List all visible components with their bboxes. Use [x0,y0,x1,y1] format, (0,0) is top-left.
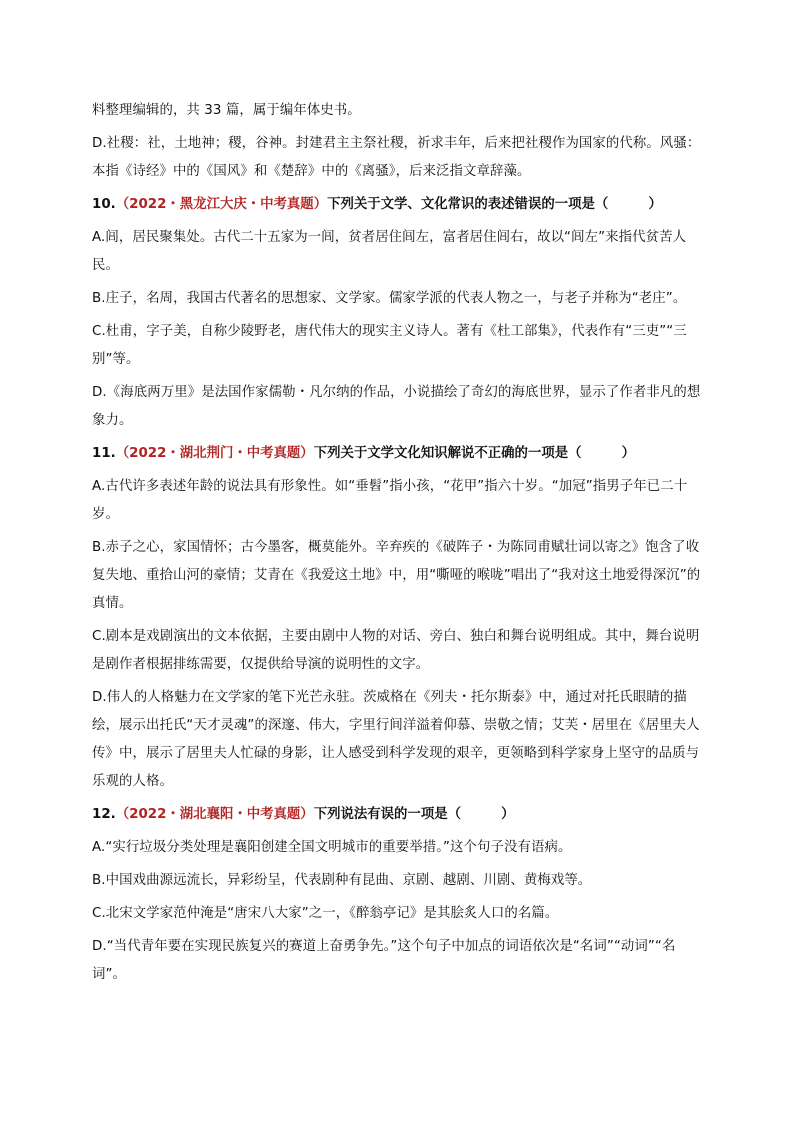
question-stem: 下列关于文学文化知识解说不正确的一项是（ ） [313,446,636,461]
option-d: D.伟人的人格魅力在文学家的笔下光芒永驻。茨威格在《列夫・托尔斯泰》中，通过对托氏眼睛的描绘，展示出托氏“天才灵魂”的深邃、伟大，字里行间洋溢着仰慕、崇敬之情；艾芙・居里在《居里夫人传》中，展示了居里夫人忙碌的身影，让人感受到科学发现的艰辛，更领略到科学家身上坚守的品质与乐观的人格。 [92,690,700,789]
option-b: B.赤子之心，家国情怀；古今墨客，概莫能外。辛弃疾的《破阵子・为陈同甫赋壮词以寄之》饱含了收复失地、重拾山河的豪情；艾青在《我爱这土地》中，用“嘶哑的喉咙”唱出了“我对这土地爱得深沉”的真情。 [92,540,701,611]
question-source: （2022・黑龙江大庆・中考真题） [115,197,328,212]
question-source: （2022・湖北荆门・中考真题） [115,446,314,461]
option-c: C.杜甫，字子美，自称少陵野老，唐代伟大的现实主义诗人。著有《杜工部集》，代表作有“三吏”“三别”等。 [92,324,687,367]
question-number: 12. [92,807,116,822]
question-12-heading [92,801,702,829]
question-11-heading [92,440,702,468]
option-d: D.《海底两万里》是法国作家儒勒・凡尔纳的作品，小说描绘了奇幻的海底世界，显示了作者非凡的想象力。 [92,385,701,428]
option-b: B.庄子，名周，我国古代著名的思想家、文学家。儒家学派的代表人物之一，与老子并称为“老庄”。 [92,291,687,306]
option-b: B.中国戏曲源远流长，异彩纷呈，代表剧种有昆曲、京剧、越剧、川剧、黄梅戏等。 [92,873,592,888]
option-c: C.剧本是戏剧演出的文本依据，主要由剧中人物的对话、旁白、独白和舞台说明组成。其中，舞台说明是剧作者根据排练需要，仅提供给导演的说明性的文字。 [92,629,700,672]
question-number: 10. [92,197,116,212]
question-stem: 下列说法有误的一项是（ ） [313,807,515,822]
question-stem: 下列关于文学、文化常识的表述错误的一项是（ ） [327,197,662,212]
option-c: C.北宋文学家范仲淹是“唐宋八大家”之一，《醉翁亭记》是其脍炙人口的名篇。 [92,906,559,921]
option-a: A.古代许多表述年龄的说法具有形象性。如“垂髫”指小孩，“花甲”指六十岁。“加冠”指男子年已二十岁。 [92,479,688,522]
option-a: A.“实行垃圾分类处理是襄阳创建全国文明城市的重要举措。”这个句子没有语病。 [92,840,572,855]
option-d: D.“当代青年要在实现民族复兴的赛道上奋勇争先。”这个句子中加点的词语依次是“名词”“动词”“名词”。 [92,939,676,982]
document-page [92,97,702,989]
paragraph: 料整理编辑的，共 33 篇，属于编年体史书。 [92,103,361,118]
option-d: D.社稷：社，土地神；稷，谷神。封建君主主祭社稷，祈求丰年，后来把社稷作为国家的代称。风骚：本指《诗经》中的《国风》和《楚辞》中的《离骚》，后来泛指文章辞藻。 [92,136,701,179]
option-a: A.闾，居民聚集处。古代二十五家为一闾，贫者居住闾左，富者居住闾右，故以“闾左”来指代贫苦人民。 [92,230,687,273]
question-number: 11. [92,446,116,461]
question-10-heading [92,191,702,219]
question-source: （2022・湖北襄阳・中考真题） [115,807,314,822]
